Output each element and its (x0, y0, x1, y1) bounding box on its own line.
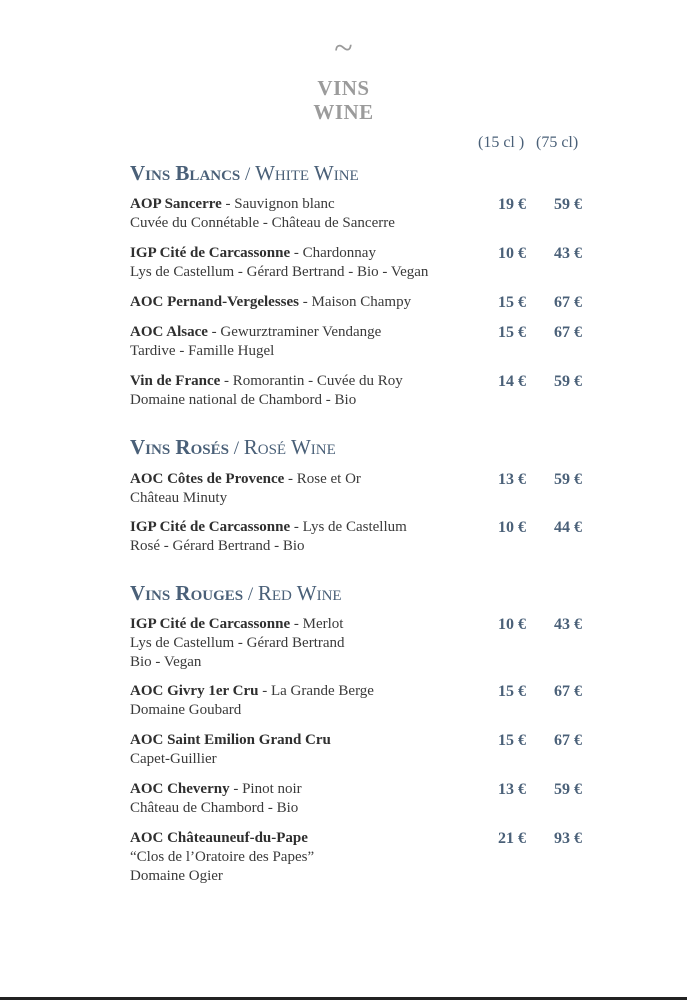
wine-detail: - Pinot noir (229, 781, 302, 797)
wine-appellation: AOC Saint Emilion Grand Cru (130, 732, 331, 748)
wine-line-2: Domaine Goubard (130, 702, 242, 718)
wine-detail: - La Grande Berge (258, 683, 374, 699)
price-15cl: 13 € (498, 471, 526, 488)
menu-title-en: WINE (313, 100, 374, 124)
price-75cl: 59 € (554, 471, 582, 488)
wine-detail: - Sauvignon blanc (221, 196, 335, 212)
wine-appellation: AOC Côtes de Provence (130, 471, 285, 487)
wine-detail: - Lys de Castellum (290, 519, 407, 535)
wine-line-2: Tardive - Famille Hugel (130, 343, 275, 359)
price-15cl: 15 € (498, 294, 526, 311)
wine-appellation: Vin de France (130, 373, 221, 389)
section-title-separator: / (228, 438, 244, 459)
wine-line-2: Rosé - Gérard Bertrand - Bio (130, 538, 305, 554)
price-75cl: 93 € (554, 830, 582, 847)
section-title-en: Red Wine (257, 581, 342, 605)
wine-appellation: IGP Cité de Carcassonne (130, 616, 291, 632)
section-title-en: Rosé Wine (243, 435, 336, 459)
price-15cl: 21 € (498, 830, 526, 847)
section-title-white (130, 162, 359, 186)
ornament-tilde: ~ (334, 30, 353, 67)
wine-description (130, 829, 480, 886)
wine-description (130, 518, 480, 556)
wine-appellation: AOC Cheverny (130, 781, 230, 797)
price-15cl: 15 € (498, 732, 526, 749)
wine-description (130, 323, 480, 361)
price-15cl: 14 € (498, 373, 526, 390)
section-title-fr: Vins Rouges (130, 581, 244, 605)
price-75cl: 59 € (554, 373, 582, 390)
wine-appellation: IGP Cité de Carcassonne (130, 245, 291, 261)
price-75cl: 67 € (554, 732, 582, 749)
wine-line-2: Lys de Castellum - Gérard Bertrand - Bio - Vegan (130, 264, 429, 280)
wine-line-2: Capet-Guillier (130, 751, 217, 767)
price-75cl: 44 € (554, 519, 582, 536)
column-header-75cl: (75 cl) (536, 134, 579, 151)
wine-detail: - Merlot (290, 616, 344, 632)
wine-appellation: AOC Givry 1er Cru (130, 683, 259, 699)
wine-line-3: Domaine Ogier (130, 868, 223, 884)
price-15cl: 10 € (498, 616, 526, 633)
wine-line-2: Cuvée du Connétable - Château de Sancerre (130, 215, 395, 231)
wine-description (130, 293, 480, 312)
section-title-red (130, 582, 342, 606)
wine-description (130, 195, 480, 233)
wine-detail: - Maison Champy (299, 294, 412, 310)
wine-description (130, 682, 480, 720)
wine-line-2: Domaine national de Chambord - Bio (130, 392, 357, 408)
price-75cl: 43 € (554, 616, 582, 633)
wine-detail: - Romorantin - Cuvée du Roy (220, 373, 403, 389)
wine-appellation: IGP Cité de Carcassonne (130, 519, 291, 535)
price-75cl: 59 € (554, 781, 582, 798)
wine-detail: - Chardonnay (290, 245, 376, 261)
wine-line-2: Lys de Castellum - Gérard Bertrand (130, 635, 345, 651)
wine-detail: - Rose et Or (284, 471, 361, 487)
section-title-separator: / (243, 584, 258, 605)
section-title-fr: Vins Rosés (130, 435, 229, 459)
price-75cl: 67 € (554, 683, 582, 700)
wine-appellation: AOC Châteauneuf-du-Pape (130, 830, 308, 846)
price-75cl: 59 € (554, 196, 582, 213)
price-15cl: 15 € (498, 683, 526, 700)
wine-description (130, 372, 480, 410)
section-title-en: White Wine (255, 161, 359, 185)
wine-description (130, 244, 480, 282)
price-75cl: 43 € (554, 245, 582, 262)
wine-appellation: AOP Sancerre (130, 196, 222, 212)
wine-appellation: AOC Pernand-Vergelesses (130, 294, 300, 310)
price-15cl: 15 € (498, 324, 526, 341)
wine-detail: - Gewurztraminer Vendange (207, 324, 382, 340)
wine-line-2: Château de Chambord - Bio (130, 800, 299, 816)
wine-line-3: Bio - Vegan (130, 654, 202, 670)
price-15cl: 13 € (498, 781, 526, 798)
section-title-fr: Vins Blancs (130, 161, 241, 185)
wine-appellation: AOC Alsace (130, 324, 208, 340)
wine-description (130, 615, 480, 672)
price-75cl: 67 € (554, 324, 582, 341)
wine-line-2: Château Minuty (130, 490, 228, 506)
price-15cl: 10 € (498, 245, 526, 262)
section-title-rose (130, 436, 336, 460)
wine-description (130, 731, 480, 769)
section-title-separator: / (240, 164, 256, 185)
wine-description (130, 780, 480, 818)
price-15cl: 19 € (498, 196, 526, 213)
menu-title-fr: VINS (317, 76, 370, 100)
price-75cl: 67 € (554, 294, 582, 311)
price-15cl: 10 € (498, 519, 526, 536)
wine-line-2: “Clos de l’Oratoire des Papes” (130, 849, 315, 865)
wine-description (130, 470, 480, 508)
column-header-15cl: (15 cl ) (478, 134, 525, 151)
